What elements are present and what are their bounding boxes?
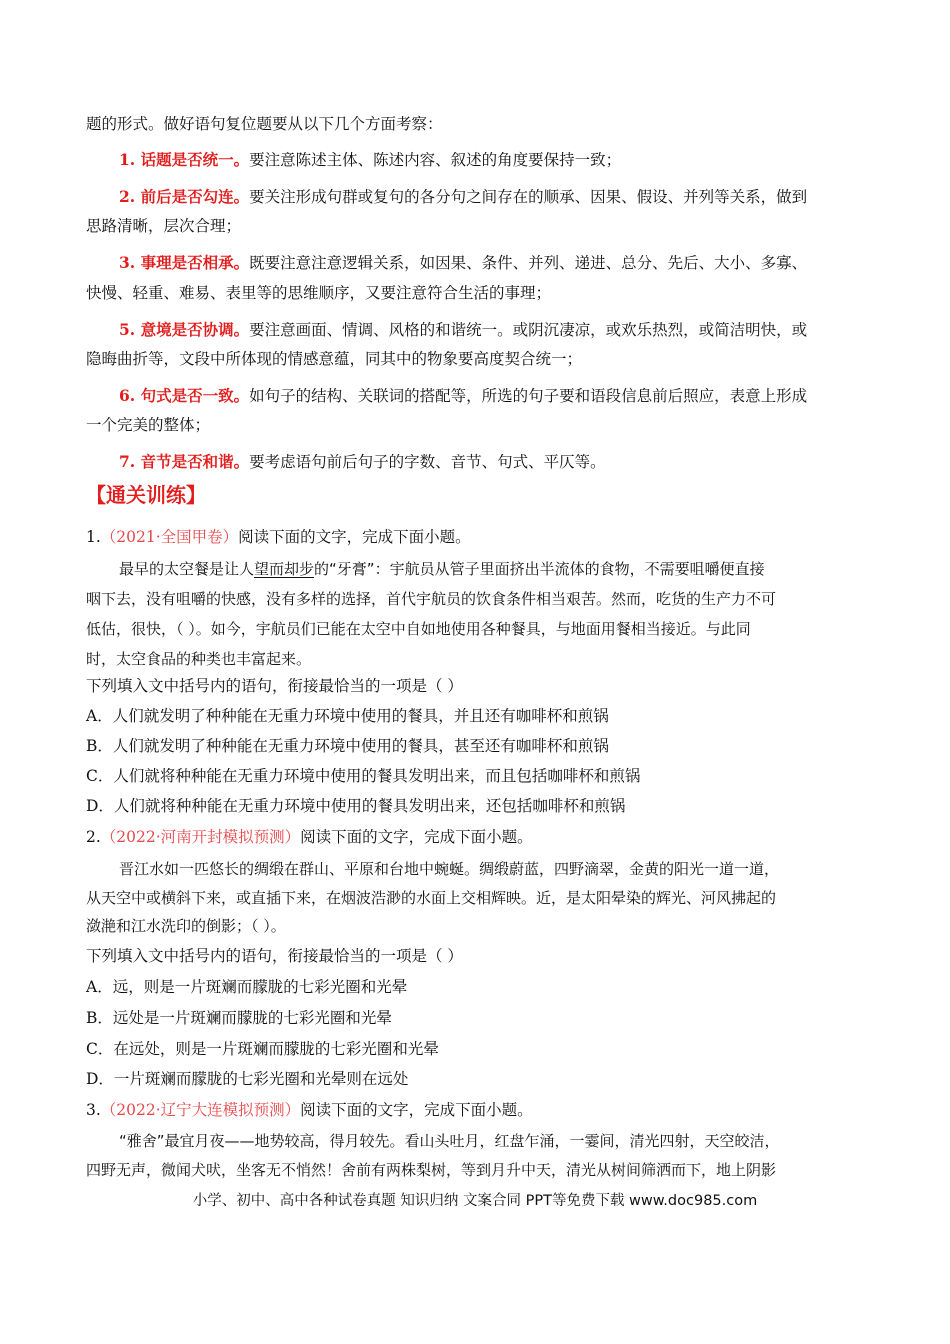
question-source: （2021·全国甲卷）: [100, 528, 239, 546]
passage-line: 低估，很快，（ ）。如今，宇航员们已能在太空中自如地使用各种餐具，与地面用餐相当接近。与此同: [86, 620, 751, 638]
point-3-continuation: 快慢、轻重、难易、表里等的思维顺序，又要注意符合生活的事理；: [86, 284, 552, 302]
passage-line: 时，太空食品的种类也丰富起来。: [86, 650, 312, 668]
option-d[interactable]: D．人们就将种种能在无重力环境中使用的餐具发明出来，还包括咖啡杯和煎锅: [86, 797, 626, 815]
point-text: 如句子的结构、关联词的搭配等，所选的句子要和语段信息前后照应，表意上形成: [249, 387, 808, 405]
option-c[interactable]: C．人们就将种种能在无重力环境中使用的餐具发明出来，而且包括咖啡杯和煎锅: [86, 767, 641, 785]
question-instruction: 阅读下面的文字，完成下面小题。: [300, 1101, 533, 1119]
passage-text: 的“牙膏”：宇航员从管子里面挤出半流体的食物，不需要咀嚼便直接: [314, 560, 765, 578]
point-text: 既要注意注意逻辑关系，如因果、条件、并列、递进、总分、先后、大小、多寡、: [249, 254, 808, 272]
page-footer: 小学、初中、高中各种试卷真题 知识归纳 文案合同 PPT等免费下载 www.doc985.com: [192, 1193, 758, 1209]
point-6-continuation: 一个完美的整体；: [86, 416, 211, 434]
passage-line: 从天空中或横斜下来，或直插下来，在烟波浩渺的水面上交相辉映。近，是太阳晕染的辉光、河风拂起的: [86, 889, 777, 907]
question-1-header: [86, 527, 471, 547]
passage-line: 潋滟和江水洗印的倒影；（ ）。: [86, 917, 286, 935]
point-title: 6. 句式是否一致。: [119, 386, 250, 405]
point-title: 1. 话题是否统一。: [119, 150, 250, 169]
passage-line: [119, 559, 765, 579]
option-b[interactable]: B．人们就发明了种种能在无重力环境中使用的餐具，甚至还有咖啡杯和煎锅: [86, 737, 609, 755]
option-a[interactable]: A．人们就发明了种种能在无重力环境中使用的餐具，并且还有咖啡杯和煎锅: [86, 707, 609, 725]
question-instruction: 阅读下面的文字，完成下面小题。: [238, 528, 471, 546]
point-2-continuation: 思路清晰，层次合理；: [86, 217, 242, 235]
option-b[interactable]: B．远处是一片斑斓而朦胧的七彩光圈和光晕: [86, 1009, 392, 1027]
option-c[interactable]: C．在远处，则是一片斑斓而朦胧的七彩光圈和光晕: [86, 1040, 439, 1058]
point-title: 7. 音节是否和谐。: [119, 452, 250, 471]
intro-text: 题的形式。做好语句复位题要从以下几个方面考察：: [86, 115, 443, 133]
question-2-header: [86, 827, 533, 847]
point-1: [119, 150, 621, 170]
section-heading: 【通关训练】: [86, 483, 206, 507]
point-3: [119, 253, 807, 273]
question-number: 2.: [86, 828, 101, 846]
point-text: 要注意画面、情调、风格的和谐统一。或阴沉凄凉，或欢乐热烈，或简洁明快，或: [249, 321, 808, 339]
point-text: 要关注形成句群或复句的各分句之间存在的顺承、因果、假设、并列等关系，做到: [249, 188, 808, 206]
passage-line: 四野无声，微闻犬吠，坐客无不悄然！舍前有两株梨树，等到月升中天，清光从树间筛洒而下，地上阴影: [86, 1161, 777, 1179]
passage-line: 晋江水如一匹悠长的绸缎在群山、平原和台地中蜿蜒。绸缎蔚蓝，四野滴翠，金黄的阳光一道一道，: [119, 860, 780, 878]
point-5-continuation: 隐晦曲折等，文段中所体现的情感意蕴，同其中的物象要高度契合统一；: [86, 350, 583, 368]
point-title: 2. 前后是否勾连。: [119, 187, 250, 206]
point-text: 要注意陈述主体、陈述内容、叙述的角度要保持一致；: [249, 151, 622, 169]
question-number: 1.: [86, 528, 101, 546]
question-instruction: 阅读下面的文字，完成下面小题。: [300, 828, 533, 846]
point-title: 3. 事理是否相承。: [119, 253, 250, 272]
point-text: 要考虑语句前后句子的字数、音节、句式、平仄等。: [249, 453, 606, 471]
passage-line: “雅舍”最宜月夜——地势较高，得月较先。看山头吐月，红盘乍涌，一霎间，清光四射，天空皎洁，: [119, 1132, 780, 1150]
point-7: [119, 452, 606, 472]
question-source: （2022·河南开封模拟预测）: [100, 828, 301, 846]
passage-line: 咽下去，没有咀嚼的快感，没有多样的选择，首代宇航员的饮食条件相当艰苦。然而，吃货的生产力不可: [86, 590, 777, 608]
passage-text: 最早的太空餐是让人: [119, 560, 255, 578]
question-3-header: [86, 1100, 533, 1120]
question-number: 3.: [86, 1101, 101, 1119]
point-5: [119, 320, 807, 340]
point-title: 5. 意境是否协调。: [119, 320, 250, 339]
question-source: （2022·辽宁大连模拟预测）: [100, 1101, 301, 1119]
point-6: [119, 386, 807, 406]
option-d[interactable]: D．一片斑斓而朦胧的七彩光圈和光晕则在远处: [86, 1070, 409, 1088]
question-prompt: 下列填入文中括号内的语句，衔接最恰当的一项是（ ）: [86, 677, 463, 695]
question-prompt: 下列填入文中括号内的语句，衔接最恰当的一项是（ ）: [86, 947, 463, 965]
option-a[interactable]: A．远，则是一片斑斓而朦胧的七彩光圈和光晕: [86, 978, 408, 996]
point-2: [119, 187, 807, 207]
underlined-phrase: 望而却步: [254, 560, 315, 578]
